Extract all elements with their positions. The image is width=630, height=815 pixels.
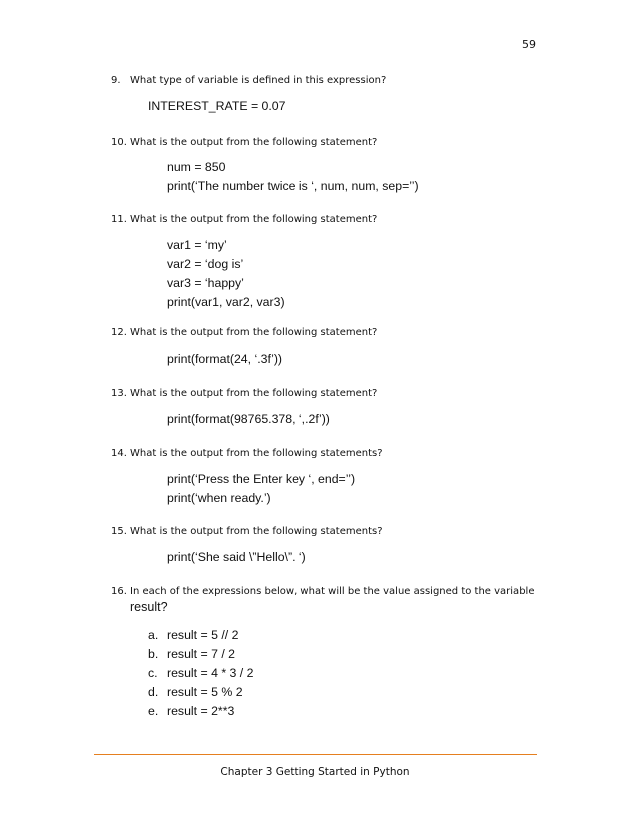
code-line: var3 = ‘happy’ bbox=[167, 276, 244, 290]
code-block-14 bbox=[167, 470, 355, 508]
item-expression: result = 5 // 2 bbox=[167, 628, 239, 642]
item-label: e. bbox=[148, 704, 159, 718]
question-9 bbox=[111, 74, 531, 88]
question-text: What is the output from the following statement? bbox=[130, 137, 378, 148]
question-text: In each of the expressions below, what will be the value assigned to the variable bbox=[130, 586, 535, 597]
code-line: var1 = ‘my’ bbox=[167, 238, 227, 252]
item-expression: result = 7 / 2 bbox=[167, 647, 236, 661]
code-block-15 bbox=[167, 548, 306, 567]
code-block-11 bbox=[167, 236, 285, 312]
question-number: 16. bbox=[111, 586, 127, 597]
item-label: b. bbox=[148, 647, 159, 661]
list-item bbox=[148, 645, 253, 664]
question-number: 13. bbox=[111, 388, 127, 399]
code-line: print(var1, var2, var3) bbox=[167, 295, 285, 309]
footer-divider bbox=[94, 754, 537, 755]
question-11 bbox=[111, 213, 531, 227]
item-label: c. bbox=[148, 666, 158, 680]
question-text: What is the output from the following statements? bbox=[130, 448, 383, 459]
question-text: What is the output from the following statement? bbox=[130, 388, 378, 399]
code-block-9 bbox=[148, 97, 285, 116]
item-expression: result = 5 % 2 bbox=[167, 685, 243, 699]
code-line: print(‘The number twice is ‘, num, num, sep=’’) bbox=[167, 179, 419, 193]
code-line: print(‘Press the Enter key ‘, end=’’) bbox=[167, 472, 356, 486]
question-text: What is the output from the following statement? bbox=[130, 327, 378, 338]
item-label: a. bbox=[148, 628, 159, 642]
question-number: 11. bbox=[111, 214, 127, 225]
code-line: INTEREST_RATE = 0.07 bbox=[148, 99, 286, 113]
question-13 bbox=[111, 387, 531, 401]
code-line: print(‘She said \”Hello\”. ‘) bbox=[167, 550, 306, 564]
code-line: var2 = ‘dog is’ bbox=[167, 257, 244, 271]
question-text: What is the output from the following statement? bbox=[130, 214, 378, 225]
item-expression: result = 2**3 bbox=[167, 704, 235, 718]
question-12 bbox=[111, 326, 531, 340]
code-block-10 bbox=[167, 158, 419, 196]
code-block-13 bbox=[167, 410, 330, 429]
item-label: d. bbox=[148, 685, 159, 699]
question-14 bbox=[111, 447, 531, 461]
question-16 bbox=[111, 585, 535, 615]
question-number: 10. bbox=[111, 137, 127, 148]
page-number: 59 bbox=[522, 38, 536, 51]
list-item bbox=[148, 683, 253, 702]
question-text-continued: result? bbox=[130, 600, 168, 614]
code-line: num = 850 bbox=[167, 160, 226, 174]
question-10 bbox=[111, 136, 531, 150]
question-number: 12. bbox=[111, 327, 127, 338]
code-line: print(format(24, ‘.3f’)) bbox=[167, 352, 283, 366]
expression-list bbox=[148, 626, 253, 721]
question-number: 15. bbox=[111, 526, 127, 537]
question-number: 14. bbox=[111, 448, 127, 459]
footer-chapter-title: Chapter 3 Getting Started in Python bbox=[220, 766, 410, 778]
list-item bbox=[148, 702, 253, 721]
list-item bbox=[148, 664, 253, 683]
code-block-12 bbox=[167, 350, 282, 369]
list-item bbox=[148, 626, 253, 645]
question-text: What type of variable is defined in this expression? bbox=[130, 75, 387, 86]
question-number: 9. bbox=[111, 75, 121, 86]
item-expression: result = 4 * 3 / 2 bbox=[167, 666, 254, 680]
code-line: print(‘when ready.’) bbox=[167, 491, 271, 505]
question-15 bbox=[111, 525, 531, 539]
question-text: What is the output from the following statements? bbox=[130, 526, 383, 537]
code-line: print(format(98765.378, ‘,.2f’)) bbox=[167, 412, 330, 426]
